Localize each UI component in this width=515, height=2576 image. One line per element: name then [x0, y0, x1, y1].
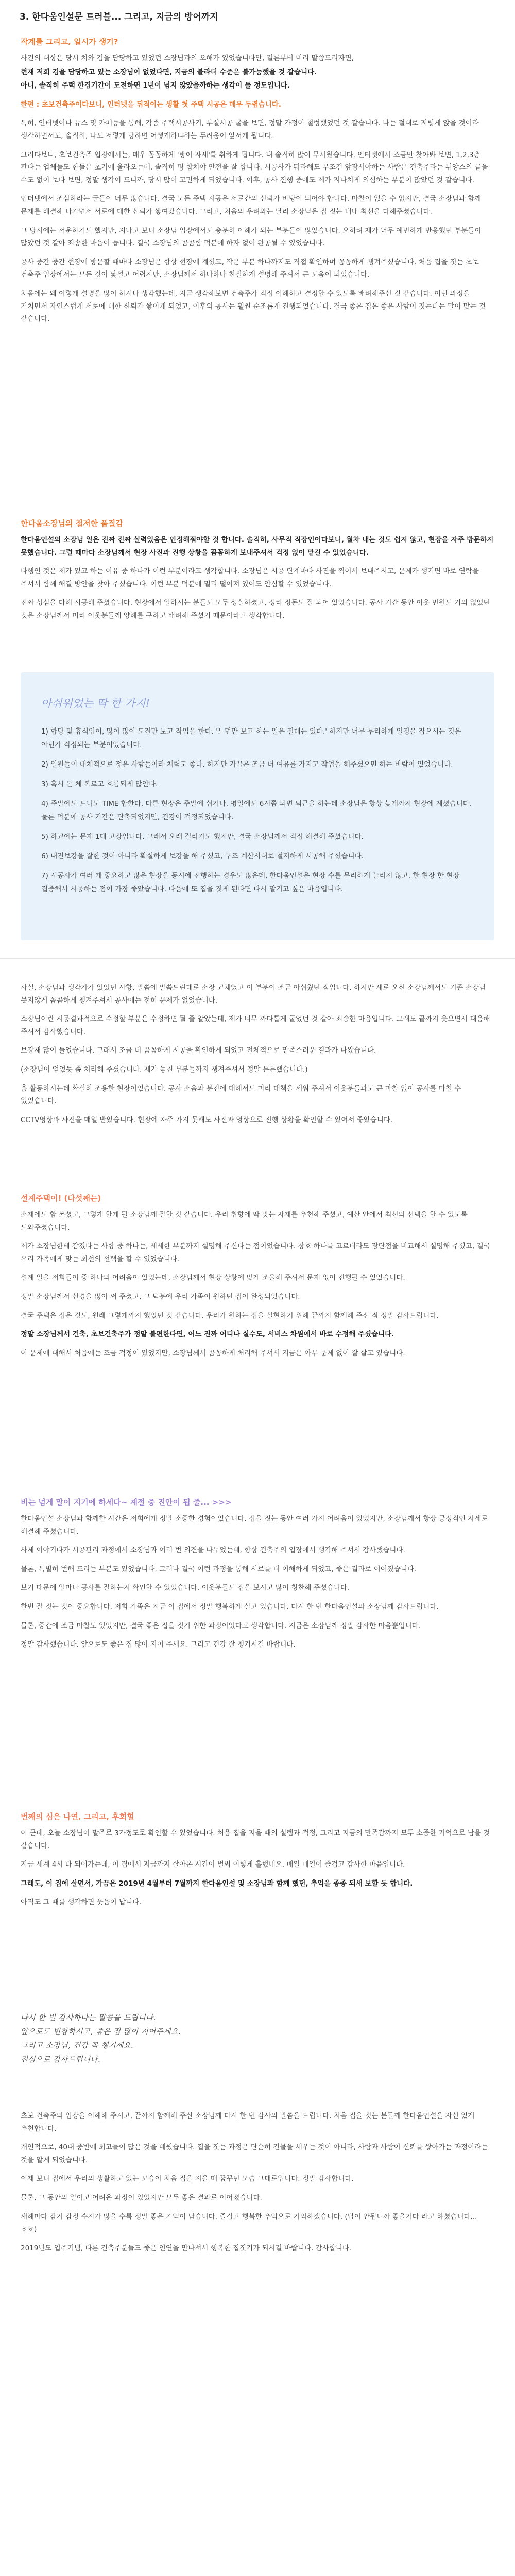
emphasis-paragraph: 한다움인설의 소장님 일은 진짜 진짜 실력있음은 인정해줘야할 것 합니다. 솔직히, 사무직 직장인이다보니, 월차 내는 것도 쉽지 않고, 현장을 자주 방문하지 못했습니다. 그럴 때마다 소장님께서 현장 사진과 진행 상황을 꼼꼼하게 보내주셔서 걱정 없이 맡길 수 있었습니다.: [21, 536, 494, 557]
paragraph: 초보 건축주의 입장을 이해해 주시고, 끝까지 함께해 주신 소장님께 다시 한 번 감사의 말씀을 드립니다. 처음 집을 짓는 분들께 한다움인설을 자신 있게 추천합니다.: [21, 2112, 475, 2133]
paragraph: 지금 세계 4시 다 되어가는데, 이 집에서 지금까지 살아온 시간이 벌써 이렇게 흘렀네요. 매일 매일이 즐겁고 감사한 마음입니다.: [21, 1860, 405, 1869]
signature-line: 앞으로도 번창하시고, 좋은 집 많이 지어주세요.: [21, 2028, 181, 2036]
section-heading: 설계주택이! (다섯째는): [21, 1194, 101, 1203]
paragraph: 설계 일을 저희들이 중 하나의 어려움이 있었는데, 소장님께서 현장 상황에 맞게 조율해 주셔서 문제 없이 진행될 수 있었습니다.: [21, 1274, 405, 1282]
paragraph: 결국 주택은 집은 것도, 원래 그렇게까지 했었던 것 같습니다. 우리가 원하는 집을 실현하기 위해 끝까지 함께해 주신 점 정말 감사드립니다.: [21, 1311, 439, 1320]
paragraph: 사건의 대상은 당시 치와 김을 담당하고 있었던 소장님과의 오해가 있었습니다만, 결론부터 미리 말씀드리자면,: [21, 54, 354, 62]
paragraph: CCTV영상과 사진을 매일 받았습니다. 현장에 자주 가지 못해도 사진과 영상으로 진행 상황을 확인할 수 있어서 좋았습니다.: [21, 1115, 393, 1124]
highlight-paragraph: 한편 : 초보건축주이다보니, 인터넷을 뒤적이는 생활 첫 주택 시공은 매우 두렵습니다.: [21, 100, 282, 109]
section-closing: [21, 2110, 494, 2261]
section-heading: 작계를 그리고, 일시가 생기?: [21, 37, 118, 46]
paragraph: 이 문제에 대해서 처음에는 조금 걱정이 있었지만, 소장님께서 꼼꼼하게 처리해 주셔서 지금은 아무 문제 없이 잘 살고 있습니다.: [21, 1349, 405, 1358]
section-memories: [21, 1811, 494, 1915]
paragraph: 물론, 중간에 조금 마찰도 있었지만, 결국 좋은 집을 짓기 위한 과정이었다고 생각합니다. 지금은 소장님께 정말 감사한 마음뿐입니다.: [21, 1621, 421, 1630]
paragraph: 다행인 것은 제가 있고 하는 이유 중 하나가 이런 부분이라고 생각합니다. 소장님은 시공 단계마다 사진을 찍어서 보내주시고, 문제가 생기면 바로 연락을 주셔서 함께 해결 방안을 찾아 주셨습니다. 이런 부분 덕분에 멀리 떨어져 있어도 안심할 수 있었습니다.: [21, 567, 479, 588]
section-heading: 번째의 심은 나연, 그리고, 후회힐: [21, 1812, 134, 1821]
emphasis-paragraph: 그래도, 이 집에 살면서, 가끔은 2019년 4월부터 7월까지 한다움인설 및 소장님과 함께 했던, 추억을 종종 되새 보할 듯 합니다.: [21, 1879, 413, 1888]
paragraph: 제가 소장님한테 감겼다는 사항 중 하나는, 세세한 부분까지 설명해 주신다는 점이었습니다. 창호 하나를 고르더라도 장단점을 비교해서 설명해 주셨고, 결국 우리 가족에게 맞는 최선의 선택을 할 수 있었습니다.: [21, 1242, 490, 1263]
paragraph: 정말 소장님께서 신경을 많이 써 주셨고, 그 덕분에 우리 가족이 원하던 집이 완성되었습니다.: [21, 1292, 300, 1301]
paragraph: 사실, 소장님과 생각가가 있었던 사항, 말씀에 말씀드린대로 소장 교체였고 이 부분이 조금 아쉬웠던 점입니다. 하지만 새로 오신 소장님께서도 기존 소장님 못지않게 꼼꼼하게 챙겨주셔서 공사에는 전혀 문제가 없었습니다.: [21, 984, 486, 1005]
paragraph: 특히, 인터넷이나 뉴스 및 카페등을 통해, 각종 주택시공사기, 부실시공 굴을 보면, 정말 가정이 철렁했었던 것 같습니다. 나는 절대로 저렇게 앉을 것이라 생각하면서도, 솔직히, 나도 저렇게 당하면 어떻게하냐하는 두려움이 앞서게 됩니다.: [21, 119, 479, 140]
paragraph: 2019년도 입주기념, 다른 건축주분들도 좋은 인연을 만나셔서 행복한 집짓기가 되시길 바랍니다. 감사합니다.: [21, 2244, 352, 2252]
paragraph: 정말 감사했습니다. 앞으로도 좋은 집 많이 지어 주세요. 그리고 건강 잘 챙기시길 바랍니다.: [21, 1640, 296, 1649]
paragraph: 인터넷에서 조심하라는 글들이 너무 많습니다. 결국 모든 주택 시공은 서로간의 신뢰가 바탕이 되어야 합니다. 마찰이 없을 수 없지만, 결국 소장님과 함께 문제를 해결해 나가면서 서로에 대한 신뢰가 쌓여갔습니다. 그리고, 처음의 우려와는 달리 소장님은 집 짓는 내내 최선을 다해주셨습니다.: [21, 195, 482, 216]
paragraph: 소장님이란 시공결과적으로 수정할 부분은 수정하면 될 줄 알았는데, 제가 너무 까다롭게 굴었던 것 같아 죄송한 마음입니다. 그래도 끝까지 웃으면서 대응해 주셔서 감사했습니다.: [21, 1015, 490, 1036]
emphasis-paragraph: 정말 소장님께서 건축, 초보건축주가 정말 불편한다면, 어느 진짜 어디나 실수도, 서비스 차원에서 바로 수정해 주셨습니다.: [21, 1330, 394, 1339]
paragraph: 진짜 성심을 다해 시공해 주셨습니다. 현장에서 일하시는 분들도 모두 성실하셨고, 정리 정돈도 잘 되어 있었습니다. 공사 기간 동안 이웃 민원도 거의 없었던 것은 소장님께서 미리 이웃분들께 양해를 구하고 배려해 주셨기 때문이라고 생각합니다.: [21, 599, 490, 620]
section-design: [21, 1193, 494, 1366]
list-item: 3) 혹시 돈 체 복르고 흐름되게 많안다.: [41, 780, 158, 788]
paragraph: 그 당시에는 서운하기도 했지만, 지나고 보니 소장님 입장에서도 충분히 이해가 되는 부분들이 많았습니다. 오히려 제가 너무 예민하게 반응했던 부분들이 많았던 것 같아 죄송한 마음이 듭니다. 결국 소장님의 꼼꼼함 덕분에 하자 없이 완공될 수 있었습니다.: [21, 226, 482, 248]
section-site-manager: [21, 981, 494, 1132]
paragraph: 소재에도 함 쓰셨고, 그렇게 할게 될 소장님께 잘할 것 같습니다. 우리 취향에 딱 맞는 자재를 추천해 주셨고, 예산 안에서 최선의 선택을 할 수 있도록 도와주셨습니다.: [21, 1211, 468, 1232]
regret-callout-box: [21, 672, 494, 940]
paragraph: 개인적으로, 40대 중반에 최고들이 많은 것을 배웠습니다. 집을 짓는 과정은 단순히 건물을 세우는 것이 아니라, 사람과 사람이 신뢰를 쌓아가는 과정이라는 것을 알게 되었습니다.: [21, 2143, 488, 2164]
paragraph: 보강재 많이 들었습니다. 그래서 조금 더 꼼꼼하게 시공을 확인하게 되었고 전체적으로 만족스러운 결과가 나왔습니다.: [21, 1046, 376, 1055]
paragraph: 이제 보니 집에서 우리의 생활하고 있는 모습이 처음 집을 지을 때 꿈꾸던 모습 그대로입니다. 정말 감사합니다.: [21, 2175, 354, 2183]
paragraph: 공사 중간 중간 현장에 방문할 때마다 소장님은 항상 현장에 계셨고, 작은 부분 하나까지도 직접 확인하며 꼼꼼하게 챙겨주셨습니다. 처음 집을 짓는 초보 건축주 입장에서는 모든 것이 낯설고 어렵지만, 소장님께서 하나하나 친절하게 설명해 주셔서 큰 도움이 되었습니다.: [21, 258, 479, 279]
paragraph: (소장님이 얻었듯 좀 처리해 주셨습니다. 제가 놓친 부분들까지 챙겨주셔서 정말 든든했습니다.): [21, 1065, 308, 1074]
paragraph: 새해마다 감기 감정 수지가 많을 수록 정말 좋은 기억이 남습니다. 즐겁고 행복한 추억으로 기억하겠습니다. (답이 안됩니까 좋을거다 라고 하셨습니다... ㅎㅎ): [21, 2212, 477, 2234]
paragraph: 물론, 특별히 번해 드리는 부분도 있었습니다. 그러나 결국 이런 과정을 통해 서로를 더 이해하게 되었고, 좋은 결과로 이어졌습니다.: [21, 1565, 417, 1573]
closing-signature: [21, 2012, 494, 2067]
section-heading: 한다움소장님의 철저한 품질감: [21, 519, 123, 528]
signature-line: 진심으로 감사드립니다.: [21, 2056, 101, 2064]
handwritten-heading: 아쉬워었는 딱 한 가지!: [41, 697, 150, 709]
list-item: 2) 일원들이 대체적으로 젊은 사람들이라 체력도 좋다. 하지만 가끔은 조금 더 여유를 가지고 작업을 해주셨으면 하는 바람이 있었습니다.: [41, 760, 453, 769]
signature-line: 다시 한 번 감사하다는 말씀을 드립니다.: [21, 2014, 156, 2022]
section-season: [21, 1497, 494, 1657]
list-item: 4) 주말에도 드니도 TIME 합한다, 다른 현장은 주말에 쉬거나, 평일에도 6시쯤 되면 퇴근을 하는데 소장님은 항상 늦게까지 현장에 계셨습니다. 물론 덕분에 공사 기간은 단축되었지만, 건강이 걱정되었습니다.: [41, 800, 472, 821]
paragraph: 그러다보니, 초보건축주 입장에서는, 매우 꼼꼼하게 '방어 자세'를 취하게 됩니다. 내 솔직히 많이 무서웠습니다. 인터넷에서 조금만 찾아봐 보면, 1,2,3층 판다는 업체들도 한둘은 초기에 올라오는데, 솔직히 평 합쳐야 안전을 잘 합니다. 시공사가 뭐라해도 무조건 앞장서야하는 사람은 건축주라는 뉘앙스의 글을 수도 없이 보다 보면, 정말 생각이 드니까, 당시 많이 고민하게 되었습니다. 이후, 공사 진행 중에도 제가 지나치게 의심하는 부분이 많았던 것 같습니다.: [21, 150, 488, 184]
section-quality: [21, 518, 494, 629]
paragraph: 처음에는 왜 이렇게 설명을 많이 하시나 생각했는데, 지금 생각해보면 건축주가 직접 이해하고 결정할 수 있도록 배려해주신 것 같습니다. 이런 과정을 거치면서 자연스럽게 서로에 대한 신뢰가 쌓이게 되었고, 이후의 공사는 훨씬 순조롭게 진행되었습니다. 결국 좋은 집은 좋은 사람이 짓는다는 말이 맞는 것 같습니다.: [21, 289, 486, 324]
list-item: 6) 내진보강을 잘한 것이 아니라 확실하게 보강을 해 주셨고, 구조 계산서대로 철저하게 시공해 주셨습니다.: [41, 852, 364, 860]
divider: [0, 958, 515, 959]
list-item: 1) 합당 및 휴식입이, 많이 많이 도전만 보고 작업을 한다. '노면만 보고 하는 일은 절대는 있다.' 하지만 너무 무리하게 일정을 잡으시는 것은 아닌가 걱정되는 부분이었습니다.: [41, 727, 461, 749]
paragraph: 사제 이야기다가 시공관리 과정에서 소장님과 여러 번 의견을 나누었는데, 항상 건축주의 입장에서 생각해 주셔서 감사했습니다.: [21, 1546, 405, 1555]
paragraph: 한다움인설 소장님과 함께한 시간은 저희에게 정말 소중한 경험이었습니다. 집을 짓는 동안 여러 가지 어려움이 있었지만, 소장님께서 항상 긍정적인 자세로 해결해 주셨습니다.: [21, 1515, 488, 1536]
paragraph: 홈 활동하시는데 확실히 조용한 현장이었습니다. 공사 소음과 분진에 대해서도 미리 대책을 세워 주셔서 이웃분들과도 큰 마찰 없이 공사를 마칠 수 있었습니다.: [21, 1084, 461, 1106]
signature-line: 그리고 소장님, 건강 꼭 챙기세요.: [21, 2042, 134, 2050]
section-heading: 비는 넘게 말이 지기에 하세다~ 계절 중 진안이 됩 줄... >>>: [21, 1498, 232, 1507]
paragraph: 물론, 그 동안의 일이고 어려운 과정이 있었지만 모두 좋은 결과로 이어졌습니다.: [21, 2193, 262, 2202]
paragraph: 보기 때문에 얼마나 공사를 잘하는지 확인할 수 있었습니다. 이웃분들도 집을 보시고 많이 칭찬해 주셨습니다.: [21, 1584, 350, 1592]
list-item: 5) 하교에는 문제 1대 고장입니다. 그래서 오래 걸리기도 했지만, 결국 소장님께서 직접 해결해 주셨습니다.: [41, 833, 364, 841]
list-item: 7) 시공사가 여러 개 중요하고 많은 현장을 동시에 진행하는 경우도 많은데, 한다움인설은 현장 수를 무리하게 늘리지 않고, 한 현장 한 현장 집중해서 시공하는 점이 가장 좋았습니다. 다음에 또 집을 짓게 된다면 다시 맡기고 싶은 마음입니다.: [41, 872, 460, 893]
section-opening: [21, 36, 494, 332]
page-title: 3. 한다움인설문 트러블... 그리고, 지금의 방어까지: [20, 12, 218, 22]
emphasis-paragraph: 아니, 솔직히 주택 한겹기간이 도전하면 1년이 넘지 않았을까하는 생각이 들 정도입니다.: [21, 81, 290, 90]
paragraph: 이 근데, 오늘 소장님이 말주로 3가정도로 확인할 수 있었습니다. 처음 집을 지을 때의 설렘과 걱정, 그리고 지금의 만족감까지 모두 소중한 기억으로 남을 것 같습니다.: [21, 1829, 490, 1850]
emphasis-paragraph: 현재 저희 김을 담당하고 있는 소장님이 없었다면, 지금의 블라더 수준은 불가능했을 것 같습니다.: [21, 67, 317, 76]
paragraph: 아직도 그 때를 생각하면 웃음이 납니다.: [21, 1898, 142, 1907]
paragraph: 한번 잘 짓는 것이 중요합니다. 저희 가족은 지금 이 집에서 정말 행복하게 살고 있습니다. 다시 한 번 한다움인설과 소장님께 감사드립니다.: [21, 1602, 439, 1611]
